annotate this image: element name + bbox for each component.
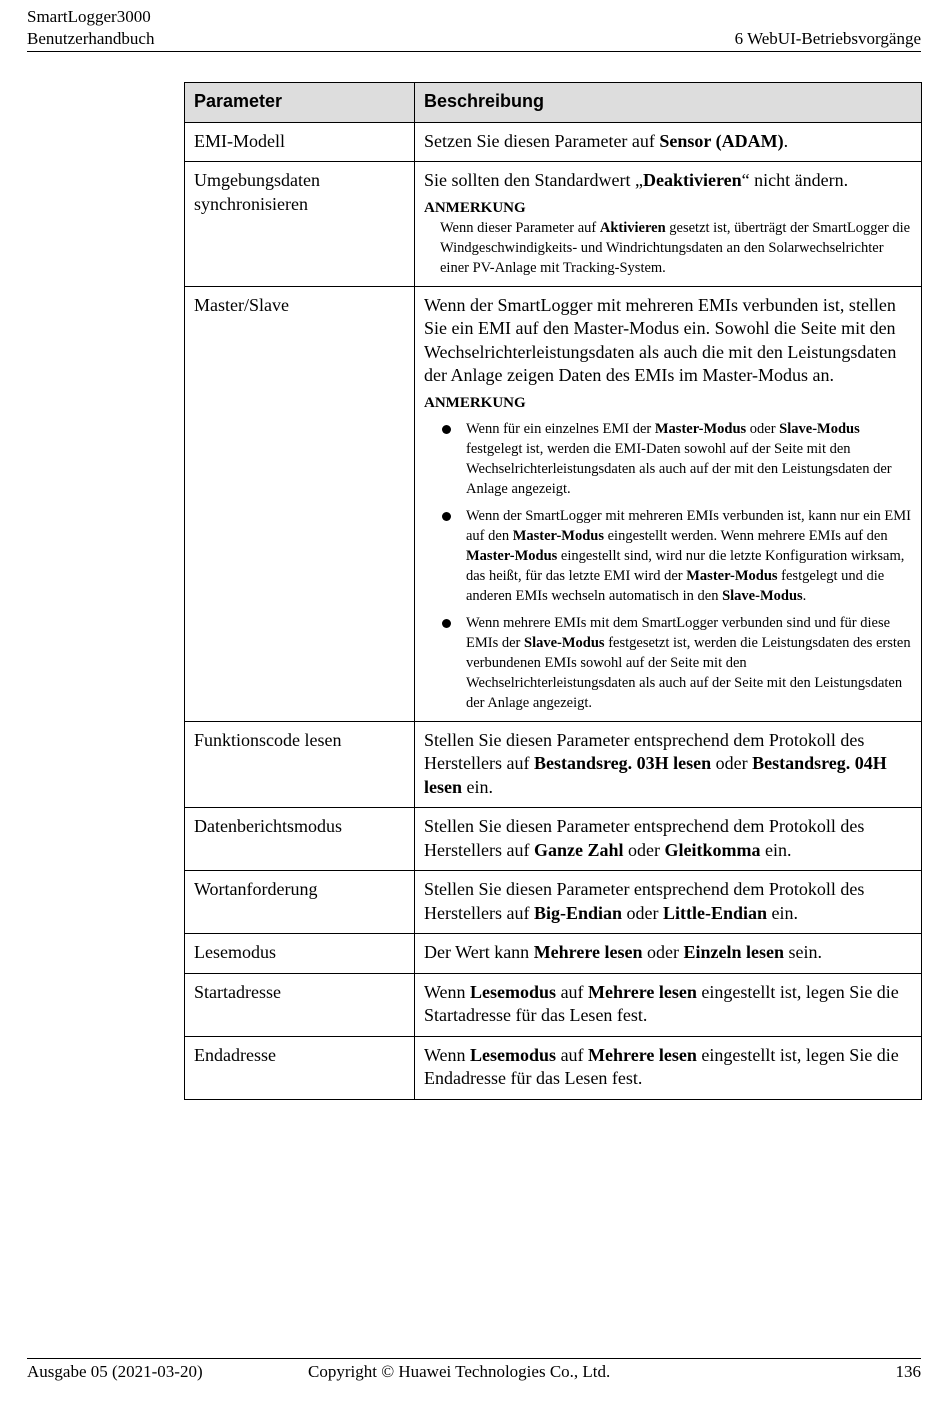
table-row bbox=[185, 871, 922, 934]
table-row bbox=[185, 934, 922, 974]
column-header-parameter: Parameter bbox=[185, 83, 415, 123]
list-item: Wenn der SmartLogger mit mehreren EMIs verbunden ist, kann nur ein EMI auf den Master-Modus eingestellt werden. Wenn mehrere EMIs auf den Master-Modus eingestellt sind, wird nur die letzte Konfiguration wirksam, das heißt, für das letzte EMI wird der Master-Modus festgelegt und die anderen EMIs wechseln automatisch in den Slave-Modus. bbox=[424, 506, 912, 606]
param-name: Startadresse bbox=[185, 973, 415, 1036]
param-description: Wenn Lesemodus auf Mehrere lesen eingestellt ist, legen Sie die Startadresse für das Lesen fest. bbox=[415, 973, 922, 1036]
param-description: Wenn der SmartLogger mit mehreren EMIs verbunden ist, stellen Sie ein EMI auf den Master-Modus ein. Sowohl die Seite mit den Wechselrichterleistungsdaten als auch die mit den Leistungsdaten der Anlage zeigen Daten des EMIs im Master-Modus an. ANMERKUNG Wenn für ein einzelnes EMI der Master-Modus oder Slave-Modus festgelegt ist, werden die EMI-Daten sowohl auf der Seite mit den Wechselrichterleistungsdaten als auch auf der mit den Leistungsdaten der Anlage angezeigt. Wenn der SmartLogger mit mehreren EMIs verbunden ist, kann nur ein EMI auf den Master-Modus eingestellt werden. Wenn mehrere EMIs auf den Master-Modus eingestellt sind, wird nur die letzte Konfiguration wirksam, das heißt, für das letzte EMI wird der Master-Modus festgelegt und die anderen EMIs wechseln automatisch in den Slave-Modus. Wenn mehrere EMIs mit dem SmartLogger verbunden sind und für diese EMIs der Slave-Modus festgesetzt ist, werden die Leistungsdaten des ersten verbundenen EMIs sowohl auf der Seite mit den Wechselrichterleistungsdaten als auch auf der Seite mit den Leistungsdaten der Anlage angezeigt. bbox=[415, 286, 922, 721]
param-name: Funktionscode lesen bbox=[185, 721, 415, 808]
header-manual: Benutzerhandbuch bbox=[27, 29, 155, 48]
header-chapter: 6 WebUI-Betriebsvorgänge bbox=[734, 29, 921, 48]
note-label: ANMERKUNG bbox=[424, 199, 526, 216]
footer-issue: Ausgabe 05 (2021-03-20) bbox=[27, 1362, 203, 1381]
footer-page-number: 136 bbox=[895, 1362, 921, 1381]
table-row bbox=[185, 162, 922, 287]
column-header-description: Beschreibung bbox=[415, 83, 922, 123]
param-name: Umgebungsdaten synchronisieren bbox=[185, 162, 415, 287]
page-header bbox=[27, 6, 921, 52]
bullet-icon bbox=[442, 512, 451, 521]
param-description: Der Wert kann Mehrere lesen oder Einzeln lesen sein. bbox=[415, 934, 922, 974]
note-list bbox=[424, 419, 912, 713]
param-description: Setzen Sie diesen Parameter auf Sensor (ADAM). bbox=[415, 122, 922, 162]
param-description: Stellen Sie diesen Parameter entsprechend dem Protokoll des Herstellers auf Big-Endian oder Little-Endian ein. bbox=[415, 871, 922, 934]
param-name: Lesemodus bbox=[185, 934, 415, 974]
param-description: Stellen Sie diesen Parameter entsprechend dem Protokoll des Herstellers auf Ganze Zahl oder Gleitkomma ein. bbox=[415, 808, 922, 871]
note-text: Wenn dieser Parameter auf Aktivieren gesetzt ist, überträgt der SmartLogger die Windgeschwindigkeits- und Windrichtungsdaten an den Solarwechselrichter einer PV-Anlage mit Tracking-System. bbox=[440, 219, 911, 276]
table-row bbox=[185, 973, 922, 1036]
bullet-icon bbox=[442, 619, 451, 628]
param-name: EMI-Modell bbox=[185, 122, 415, 162]
note-label: ANMERKUNG bbox=[424, 394, 526, 411]
table-row bbox=[185, 808, 922, 871]
param-name: Endadresse bbox=[185, 1036, 415, 1099]
list-item: Wenn für ein einzelnes EMI der Master-Modus oder Slave-Modus festgelegt ist, werden die EMI-Daten sowohl auf der Seite mit den Wechselrichterleistungsdaten als auch auf der mit den Leistungsdaten der Anlage angezeigt. bbox=[424, 419, 912, 499]
table-row bbox=[185, 721, 922, 808]
table-row bbox=[185, 1036, 922, 1099]
table-row bbox=[185, 122, 922, 162]
param-description: Wenn Lesemodus auf Mehrere lesen eingestellt ist, legen Sie die Endadresse für das Lesen fest. bbox=[415, 1036, 922, 1099]
header-product: SmartLogger3000 bbox=[27, 7, 151, 26]
param-description: Stellen Sie diesen Parameter entsprechend dem Protokoll des Herstellers auf Bestandsreg. 03H lesen oder Bestandsreg. 04H lesen ein. bbox=[415, 721, 922, 808]
table-row bbox=[185, 286, 922, 721]
header-left bbox=[27, 6, 154, 50]
param-name: Wortanforderung bbox=[185, 871, 415, 934]
parameter-table bbox=[184, 82, 922, 1100]
bullet-icon bbox=[442, 425, 451, 434]
param-name: Datenberichtsmodus bbox=[185, 808, 415, 871]
list-item: Wenn mehrere EMIs mit dem SmartLogger verbunden sind und für diese EMIs der Slave-Modus festgesetzt ist, werden die Leistungsdaten des ersten verbundenen EMIs sowohl auf der Seite mit den Wechselrichterleistungsdaten als auch auf der Seite mit den Leistungsdaten der Anlage angezeigt. bbox=[424, 613, 912, 713]
page-footer bbox=[27, 1358, 921, 1385]
table-header-row bbox=[185, 83, 922, 123]
param-description: Sie sollten den Standardwert „Deaktivieren“ nicht ändern. ANMERKUNG Wenn dieser Parameter auf Aktivieren gesetzt ist, überträgt der SmartLogger die Windgeschwindigkeits- und Windrichtungsdaten an den Solarwechselrichter einer PV-Anlage mit Tracking-System. bbox=[415, 162, 922, 287]
param-name: Master/Slave bbox=[185, 286, 415, 721]
footer-copyright: Copyright © Huawei Technologies Co., Ltd. bbox=[308, 1362, 611, 1381]
